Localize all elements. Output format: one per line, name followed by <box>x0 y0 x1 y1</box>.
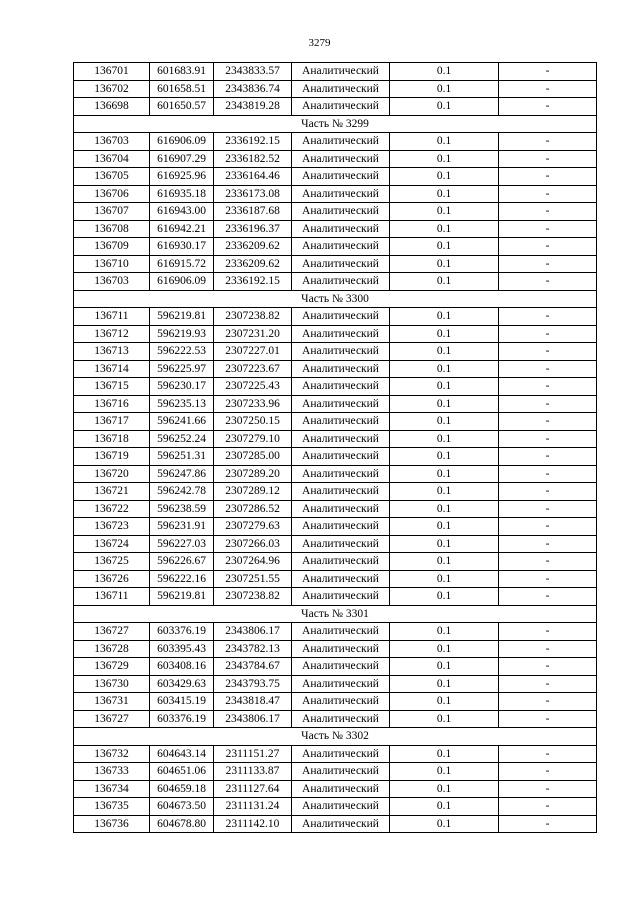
y-coordinate-cell: 2307264.96 <box>214 553 292 571</box>
description-cell: - <box>499 413 597 431</box>
description-cell: - <box>499 98 597 116</box>
description-cell: - <box>499 220 597 238</box>
method-cell: Аналитический <box>292 325 390 343</box>
accuracy-cell: 0.1 <box>390 483 499 501</box>
point-number-cell: 136715 <box>74 378 150 396</box>
accuracy-cell: 0.1 <box>390 185 499 203</box>
x-coordinate-cell: 603395.43 <box>150 640 214 658</box>
accuracy-cell: 0.1 <box>390 360 499 378</box>
method-cell: Аналитический <box>292 553 390 571</box>
x-coordinate-cell: 616943.00 <box>150 203 214 221</box>
x-coordinate-cell: 596251.31 <box>150 448 214 466</box>
point-number-cell: 136725 <box>74 553 150 571</box>
point-number-cell: 136713 <box>74 343 150 361</box>
method-cell: Аналитический <box>292 220 390 238</box>
method-cell: Аналитический <box>292 395 390 413</box>
accuracy-cell: 0.1 <box>390 133 499 151</box>
method-cell: Аналитический <box>292 588 390 606</box>
accuracy-cell: 0.1 <box>390 535 499 553</box>
accuracy-cell: 0.1 <box>390 63 499 81</box>
table-row <box>74 133 597 151</box>
table-row <box>74 640 597 658</box>
table-row <box>74 448 597 466</box>
description-cell: - <box>499 378 597 396</box>
y-coordinate-cell: 2343833.57 <box>214 63 292 81</box>
accuracy-cell: 0.1 <box>390 98 499 116</box>
y-coordinate-cell: 2343782.13 <box>214 640 292 658</box>
method-cell: Аналитический <box>292 815 390 833</box>
table-row <box>74 798 597 816</box>
y-coordinate-cell: 2336196.37 <box>214 220 292 238</box>
point-number-cell: 136717 <box>74 413 150 431</box>
y-coordinate-cell: 2343793.75 <box>214 675 292 693</box>
table-row <box>74 763 597 781</box>
method-cell: Аналитический <box>292 203 390 221</box>
method-cell: Аналитический <box>292 500 390 518</box>
accuracy-cell: 0.1 <box>390 238 499 256</box>
x-coordinate-cell: 596230.17 <box>150 378 214 396</box>
point-number-cell: 136710 <box>74 255 150 273</box>
part-header: Часть № 3301 <box>74 605 597 623</box>
point-number-cell: 136733 <box>74 763 150 781</box>
point-number-cell: 136705 <box>74 168 150 186</box>
x-coordinate-cell: 603429.63 <box>150 675 214 693</box>
method-cell: Аналитический <box>292 483 390 501</box>
point-number-cell: 136734 <box>74 780 150 798</box>
table-row <box>74 168 597 186</box>
method-cell: Аналитический <box>292 570 390 588</box>
point-number-cell: 136702 <box>74 80 150 98</box>
point-number-cell: 136719 <box>74 448 150 466</box>
method-cell: Аналитический <box>292 430 390 448</box>
x-coordinate-cell: 603376.19 <box>150 623 214 641</box>
method-cell: Аналитический <box>292 448 390 466</box>
description-cell: - <box>499 238 597 256</box>
accuracy-cell: 0.1 <box>390 710 499 728</box>
y-coordinate-cell: 2307289.20 <box>214 465 292 483</box>
point-number-cell: 136727 <box>74 710 150 728</box>
accuracy-cell: 0.1 <box>390 640 499 658</box>
y-coordinate-cell: 2307238.82 <box>214 588 292 606</box>
accuracy-cell: 0.1 <box>390 553 499 571</box>
y-coordinate-cell: 2307233.96 <box>214 395 292 413</box>
point-number-cell: 136726 <box>74 570 150 588</box>
method-cell: Аналитический <box>292 658 390 676</box>
point-number-cell: 136723 <box>74 518 150 536</box>
accuracy-cell: 0.1 <box>390 80 499 98</box>
y-coordinate-cell: 2336173.08 <box>214 185 292 203</box>
accuracy-cell: 0.1 <box>390 378 499 396</box>
table-row <box>74 500 597 518</box>
description-cell: - <box>499 150 597 168</box>
method-cell: Аналитический <box>292 255 390 273</box>
accuracy-cell: 0.1 <box>390 430 499 448</box>
point-number-cell: 136727 <box>74 623 150 641</box>
x-coordinate-cell: 603408.16 <box>150 658 214 676</box>
table-row <box>74 780 597 798</box>
y-coordinate-cell: 2311131.24 <box>214 798 292 816</box>
y-coordinate-cell: 2336164.46 <box>214 168 292 186</box>
x-coordinate-cell: 596219.81 <box>150 588 214 606</box>
description-cell: - <box>499 343 597 361</box>
method-cell: Аналитический <box>292 133 390 151</box>
x-coordinate-cell: 596219.93 <box>150 325 214 343</box>
y-coordinate-cell: 2311127.64 <box>214 780 292 798</box>
method-cell: Аналитический <box>292 675 390 693</box>
method-cell: Аналитический <box>292 798 390 816</box>
table-row <box>74 815 597 833</box>
method-cell: Аналитический <box>292 343 390 361</box>
method-cell: Аналитический <box>292 80 390 98</box>
description-cell: - <box>499 693 597 711</box>
method-cell: Аналитический <box>292 168 390 186</box>
description-cell: - <box>499 255 597 273</box>
method-cell: Аналитический <box>292 693 390 711</box>
accuracy-cell: 0.1 <box>390 570 499 588</box>
y-coordinate-cell: 2307250.15 <box>214 413 292 431</box>
accuracy-cell: 0.1 <box>390 150 499 168</box>
x-coordinate-cell: 604651.06 <box>150 763 214 781</box>
y-coordinate-cell: 2311151.27 <box>214 745 292 763</box>
x-coordinate-cell: 616906.09 <box>150 273 214 291</box>
point-number-cell: 136714 <box>74 360 150 378</box>
table-row <box>74 238 597 256</box>
table-row <box>74 343 597 361</box>
description-cell: - <box>499 500 597 518</box>
y-coordinate-cell: 2336187.68 <box>214 203 292 221</box>
y-coordinate-cell: 2307279.63 <box>214 518 292 536</box>
accuracy-cell: 0.1 <box>390 308 499 326</box>
y-coordinate-cell: 2307266.03 <box>214 535 292 553</box>
table-row <box>74 185 597 203</box>
y-coordinate-cell: 2311142.10 <box>214 815 292 833</box>
x-coordinate-cell: 601650.57 <box>150 98 214 116</box>
table-row <box>74 308 597 326</box>
coordinates-table <box>73 62 597 833</box>
accuracy-cell: 0.1 <box>390 588 499 606</box>
x-coordinate-cell: 596242.78 <box>150 483 214 501</box>
x-coordinate-cell: 616930.17 <box>150 238 214 256</box>
x-coordinate-cell: 596247.86 <box>150 465 214 483</box>
point-number-cell: 136736 <box>74 815 150 833</box>
description-cell: - <box>499 518 597 536</box>
y-coordinate-cell: 2336209.62 <box>214 255 292 273</box>
accuracy-cell: 0.1 <box>390 500 499 518</box>
point-number-cell: 136729 <box>74 658 150 676</box>
table-row <box>74 255 597 273</box>
point-number-cell: 136703 <box>74 133 150 151</box>
table-row <box>74 150 597 168</box>
part-header-row <box>74 115 597 133</box>
method-cell: Аналитический <box>292 98 390 116</box>
description-cell: - <box>499 185 597 203</box>
y-coordinate-cell: 2307223.67 <box>214 360 292 378</box>
method-cell: Аналитический <box>292 518 390 536</box>
accuracy-cell: 0.1 <box>390 518 499 536</box>
point-number-cell: 136732 <box>74 745 150 763</box>
x-coordinate-cell: 616942.21 <box>150 220 214 238</box>
description-cell: - <box>499 570 597 588</box>
x-coordinate-cell: 596238.59 <box>150 500 214 518</box>
accuracy-cell: 0.1 <box>390 203 499 221</box>
table-row <box>74 465 597 483</box>
x-coordinate-cell: 603376.19 <box>150 710 214 728</box>
description-cell: - <box>499 308 597 326</box>
point-number-cell: 136712 <box>74 325 150 343</box>
table-row <box>74 413 597 431</box>
part-header: Часть № 3300 <box>74 290 597 308</box>
point-number-cell: 136703 <box>74 273 150 291</box>
table-row <box>74 570 597 588</box>
method-cell: Аналитический <box>292 763 390 781</box>
table-row <box>74 693 597 711</box>
description-cell: - <box>499 168 597 186</box>
accuracy-cell: 0.1 <box>390 658 499 676</box>
accuracy-cell: 0.1 <box>390 763 499 781</box>
x-coordinate-cell: 596225.97 <box>150 360 214 378</box>
y-coordinate-cell: 2307238.82 <box>214 308 292 326</box>
point-number-cell: 136720 <box>74 465 150 483</box>
y-coordinate-cell: 2336182.52 <box>214 150 292 168</box>
y-coordinate-cell: 2343819.28 <box>214 98 292 116</box>
point-number-cell: 136721 <box>74 483 150 501</box>
point-number-cell: 136701 <box>74 63 150 81</box>
y-coordinate-cell: 2336192.15 <box>214 133 292 151</box>
point-number-cell: 136730 <box>74 675 150 693</box>
x-coordinate-cell: 616906.09 <box>150 133 214 151</box>
method-cell: Аналитический <box>292 378 390 396</box>
description-cell: - <box>499 658 597 676</box>
description-cell: - <box>499 483 597 501</box>
method-cell: Аналитический <box>292 465 390 483</box>
table-row <box>74 518 597 536</box>
method-cell: Аналитический <box>292 273 390 291</box>
table-row <box>74 483 597 501</box>
method-cell: Аналитический <box>292 745 390 763</box>
x-coordinate-cell: 596222.53 <box>150 343 214 361</box>
description-cell: - <box>499 80 597 98</box>
description-cell: - <box>499 798 597 816</box>
y-coordinate-cell: 2307231.20 <box>214 325 292 343</box>
y-coordinate-cell: 2307227.01 <box>214 343 292 361</box>
point-number-cell: 136708 <box>74 220 150 238</box>
y-coordinate-cell: 2307225.43 <box>214 378 292 396</box>
x-coordinate-cell: 596235.13 <box>150 395 214 413</box>
accuracy-cell: 0.1 <box>390 465 499 483</box>
description-cell: - <box>499 623 597 641</box>
description-cell: - <box>499 780 597 798</box>
table-row <box>74 273 597 291</box>
method-cell: Аналитический <box>292 238 390 256</box>
point-number-cell: 136711 <box>74 588 150 606</box>
method-cell: Аналитический <box>292 640 390 658</box>
point-number-cell: 136718 <box>74 430 150 448</box>
description-cell: - <box>499 640 597 658</box>
y-coordinate-cell: 2343818.47 <box>214 693 292 711</box>
x-coordinate-cell: 596252.24 <box>150 430 214 448</box>
x-coordinate-cell: 596231.91 <box>150 518 214 536</box>
description-cell: - <box>499 815 597 833</box>
y-coordinate-cell: 2307286.52 <box>214 500 292 518</box>
table-row <box>74 220 597 238</box>
description-cell: - <box>499 763 597 781</box>
point-number-cell: 136722 <box>74 500 150 518</box>
x-coordinate-cell: 596222.16 <box>150 570 214 588</box>
part-header: Часть № 3302 <box>74 728 597 746</box>
y-coordinate-cell: 2343806.17 <box>214 623 292 641</box>
description-cell: - <box>499 675 597 693</box>
point-number-cell: 136731 <box>74 693 150 711</box>
accuracy-cell: 0.1 <box>390 255 499 273</box>
table-row <box>74 658 597 676</box>
method-cell: Аналитический <box>292 535 390 553</box>
description-cell: - <box>499 395 597 413</box>
table-row <box>74 63 597 81</box>
method-cell: Аналитический <box>292 413 390 431</box>
x-coordinate-cell: 603415.19 <box>150 693 214 711</box>
description-cell: - <box>499 553 597 571</box>
accuracy-cell: 0.1 <box>390 675 499 693</box>
accuracy-cell: 0.1 <box>390 273 499 291</box>
table-row <box>74 378 597 396</box>
accuracy-cell: 0.1 <box>390 395 499 413</box>
description-cell: - <box>499 360 597 378</box>
x-coordinate-cell: 601658.51 <box>150 80 214 98</box>
y-coordinate-cell: 2336209.62 <box>214 238 292 256</box>
description-cell: - <box>499 588 597 606</box>
table-row <box>74 588 597 606</box>
table-row <box>74 430 597 448</box>
description-cell: - <box>499 535 597 553</box>
x-coordinate-cell: 616935.18 <box>150 185 214 203</box>
accuracy-cell: 0.1 <box>390 325 499 343</box>
description-cell: - <box>499 448 597 466</box>
accuracy-cell: 0.1 <box>390 413 499 431</box>
point-number-cell: 136706 <box>74 185 150 203</box>
accuracy-cell: 0.1 <box>390 343 499 361</box>
part-header-row <box>74 605 597 623</box>
description-cell: - <box>499 325 597 343</box>
point-number-cell: 136711 <box>74 308 150 326</box>
table-row <box>74 325 597 343</box>
description-cell: - <box>499 133 597 151</box>
x-coordinate-cell: 604678.80 <box>150 815 214 833</box>
table-row <box>74 80 597 98</box>
point-number-cell: 136698 <box>74 98 150 116</box>
table-row <box>74 710 597 728</box>
method-cell: Аналитический <box>292 623 390 641</box>
description-cell: - <box>499 710 597 728</box>
table-row <box>74 535 597 553</box>
y-coordinate-cell: 2343784.67 <box>214 658 292 676</box>
table-row <box>74 675 597 693</box>
description-cell: - <box>499 203 597 221</box>
accuracy-cell: 0.1 <box>390 798 499 816</box>
table-row <box>74 98 597 116</box>
accuracy-cell: 0.1 <box>390 168 499 186</box>
accuracy-cell: 0.1 <box>390 220 499 238</box>
accuracy-cell: 0.1 <box>390 693 499 711</box>
description-cell: - <box>499 273 597 291</box>
y-coordinate-cell: 2343806.17 <box>214 710 292 728</box>
y-coordinate-cell: 2343836.74 <box>214 80 292 98</box>
accuracy-cell: 0.1 <box>390 745 499 763</box>
table-row <box>74 623 597 641</box>
table-row <box>74 745 597 763</box>
x-coordinate-cell: 616915.72 <box>150 255 214 273</box>
x-coordinate-cell: 616925.96 <box>150 168 214 186</box>
method-cell: Аналитический <box>292 360 390 378</box>
x-coordinate-cell: 596241.66 <box>150 413 214 431</box>
method-cell: Аналитический <box>292 308 390 326</box>
accuracy-cell: 0.1 <box>390 448 499 466</box>
method-cell: Аналитический <box>292 150 390 168</box>
x-coordinate-cell: 604673.50 <box>150 798 214 816</box>
point-number-cell: 136728 <box>74 640 150 658</box>
method-cell: Аналитический <box>292 63 390 81</box>
point-number-cell: 136724 <box>74 535 150 553</box>
description-cell: - <box>499 465 597 483</box>
y-coordinate-cell: 2307251.55 <box>214 570 292 588</box>
table-row <box>74 395 597 413</box>
part-header: Часть № 3299 <box>74 115 597 133</box>
point-number-cell: 136707 <box>74 203 150 221</box>
accuracy-cell: 0.1 <box>390 780 499 798</box>
x-coordinate-cell: 616907.29 <box>150 150 214 168</box>
x-coordinate-cell: 604643.14 <box>150 745 214 763</box>
x-coordinate-cell: 604659.18 <box>150 780 214 798</box>
description-cell: - <box>499 430 597 448</box>
description-cell: - <box>499 63 597 81</box>
table-row <box>74 203 597 221</box>
point-number-cell: 136704 <box>74 150 150 168</box>
part-header-row <box>74 728 597 746</box>
part-header-row <box>74 290 597 308</box>
x-coordinate-cell: 596226.67 <box>150 553 214 571</box>
page-number: 3279 <box>308 37 331 49</box>
point-number-cell: 136716 <box>74 395 150 413</box>
y-coordinate-cell: 2311133.87 <box>214 763 292 781</box>
x-coordinate-cell: 596227.03 <box>150 535 214 553</box>
coordinates-table-body <box>74 63 597 833</box>
y-coordinate-cell: 2307285.00 <box>214 448 292 466</box>
method-cell: Аналитический <box>292 780 390 798</box>
table-row <box>74 553 597 571</box>
method-cell: Аналитический <box>292 185 390 203</box>
accuracy-cell: 0.1 <box>390 623 499 641</box>
method-cell: Аналитический <box>292 710 390 728</box>
y-coordinate-cell: 2307289.12 <box>214 483 292 501</box>
x-coordinate-cell: 596219.81 <box>150 308 214 326</box>
point-number-cell: 136735 <box>74 798 150 816</box>
point-number-cell: 136709 <box>74 238 150 256</box>
y-coordinate-cell: 2336192.15 <box>214 273 292 291</box>
y-coordinate-cell: 2307279.10 <box>214 430 292 448</box>
table-row <box>74 360 597 378</box>
accuracy-cell: 0.1 <box>390 815 499 833</box>
x-coordinate-cell: 601683.91 <box>150 63 214 81</box>
description-cell: - <box>499 745 597 763</box>
